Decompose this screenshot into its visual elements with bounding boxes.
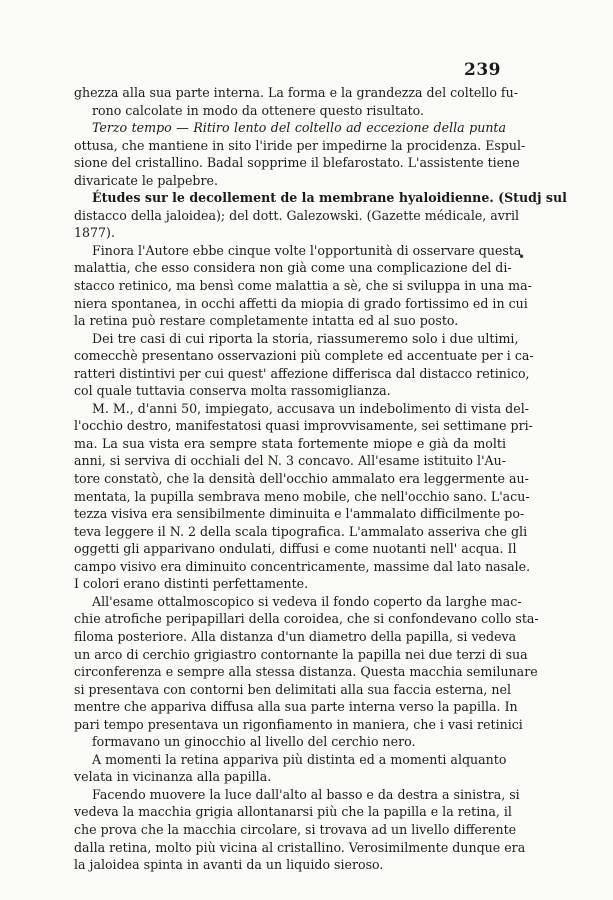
text-line: filoma posteriore. Alla distanza d'un diametro della papilla, si vedeva [74,628,517,644]
text-line: un arco di cerchio grigiastro contornante la papilla nei due terzi di sua [74,646,528,662]
text-line: teva leggere il N. 2 della scala tipografica. L'ammalato asseriva che gli [74,523,528,539]
text-line: oggetti gli apparivano ondulati, diffusi e come nuotanti nell' acqua. Il [74,541,517,557]
text-line: sione del cristallino. Badal sopprime il blefarostato. L'assistente tiene [74,155,520,171]
text-line: ratteri distintivi per cui quest' affezione differisca dal distacco retinico, [74,365,530,381]
text-line: mentre che appariva diffusa alla sua parte interna verso la papilla. In [74,699,518,715]
article-citation: distacco della jaloidea); del dott. Galezowski. (Gazette médicale, avril [74,207,519,223]
text-line: pari tempo presentava un rigonfiamento in maniera, che i vasi retinici [74,716,523,732]
text-line: niera spontanea, in occhi affetti da miopia di grado fortissimo ed in cui [74,295,528,311]
text-line: comecchè presentano osservazioni più complete ed accentuate per i ca- [74,348,534,364]
text-line: mentata, la pupilla sembrava meno mobile, che nell'occhio sano. L'acu- [74,488,530,504]
text-line: col quale tuttavia conserva molta rassomiglianza. [74,383,391,399]
text-line: ma. La sua vista era sempre stata fortemente miope e già da molti [74,435,506,451]
text-line: l'occhio destro, manifestatosi quasi improvvisamente, sei settimane pri- [74,418,533,434]
text-line: vedeva la macchia grigia allontanarsi più che la papilla e la retina, il [74,804,512,820]
text-line: formavano un ginocchio al livello del cerchio nero. [92,734,416,750]
text-line: ottusa, che mantiene in sito l'iride per impedirne la procidenza. Espul- [74,137,526,153]
text-line: la jaloidea spinta in avanti da un liquido sieroso. [74,857,384,873]
article-title: Études sur le decollement de la membrane hyaloidienne. (Studj sul [92,190,567,206]
text-line: Dei tre casi di cui riporta la storia, riassumeremo solo i due ultimi, [92,330,519,346]
text-line: ghezza alla sua parte interna. La forma e la grandezza del coltello fu- [74,85,518,100]
text-line: A momenti la retina appariva più distinta ed a momenti alquanto [92,751,507,767]
text-line: M. M., d'anni 50, impiegato, accusava un indebolimento di vista del- [92,400,529,416]
text-line: che prova che la macchia circolare, si trovava ad un livello differente [74,821,517,837]
text-line: circonferenza e sempre alla stessa distanza. Questa macchia semilunare [74,664,538,680]
text-line: dalla retina, molto più vicina al cristallino. Verosimilmente dunque era [74,839,526,855]
text-line: malattia, che esso considera non già come una complicazione del di- [74,260,512,276]
text-line: I colori erano distinti perfettamente. [74,576,309,592]
text-line: divaricate le palpebre. [74,172,218,188]
text-line: tezza visiva era sensibilmente diminuita e l'ammalato difficilmente po- [74,506,525,522]
text-line: Facendo muovere la luce dall'alto al basso e da destra a sinistra, si [92,786,520,802]
text-line: tore constatò, che la densità dell'occhio ammalato era leggermente au- [74,471,529,487]
text-line [74,119,506,137]
body-text [74,84,567,874]
text-line: anni, si serviva di occhiali del N. 3 concavo. All'esame istituito l'Au- [74,453,506,469]
page-number: 239 [464,60,501,80]
text-line: chie atrofiche peripapillari della coroidea, che si confondevano collo sta- [74,611,539,627]
text-line: stacco retinico, ma bensì come malattia a sè, che si sviluppa in una ma- [74,278,532,294]
text-line: rono calcolate in modo da ottenere questo risultato. [92,102,425,118]
margin-mark: • [518,250,526,264]
text-line: Finora l'Autore ebbe cinque volte l'opportunità di osservare questa [92,242,522,258]
article-year: 1877). [74,225,115,241]
text-line: la retina può restare completamente intatta ed al suo posto. [74,313,459,329]
text-line: All'esame ottalmoscopico si vedeva il fondo coperto da larghe mac- [92,593,522,609]
section-label: Terzo tempo — Ritiro lento del coltello ad eccezione della punta [92,120,506,136]
text-line: si presentava con contorni ben delimitati alla sua faccia esterna, nel [74,681,512,697]
text-line: campo visivo era diminuito concentricamente, massime dal lato nasale. [74,558,531,574]
text-line: velata in vicinanza alla papilla. [74,769,272,785]
